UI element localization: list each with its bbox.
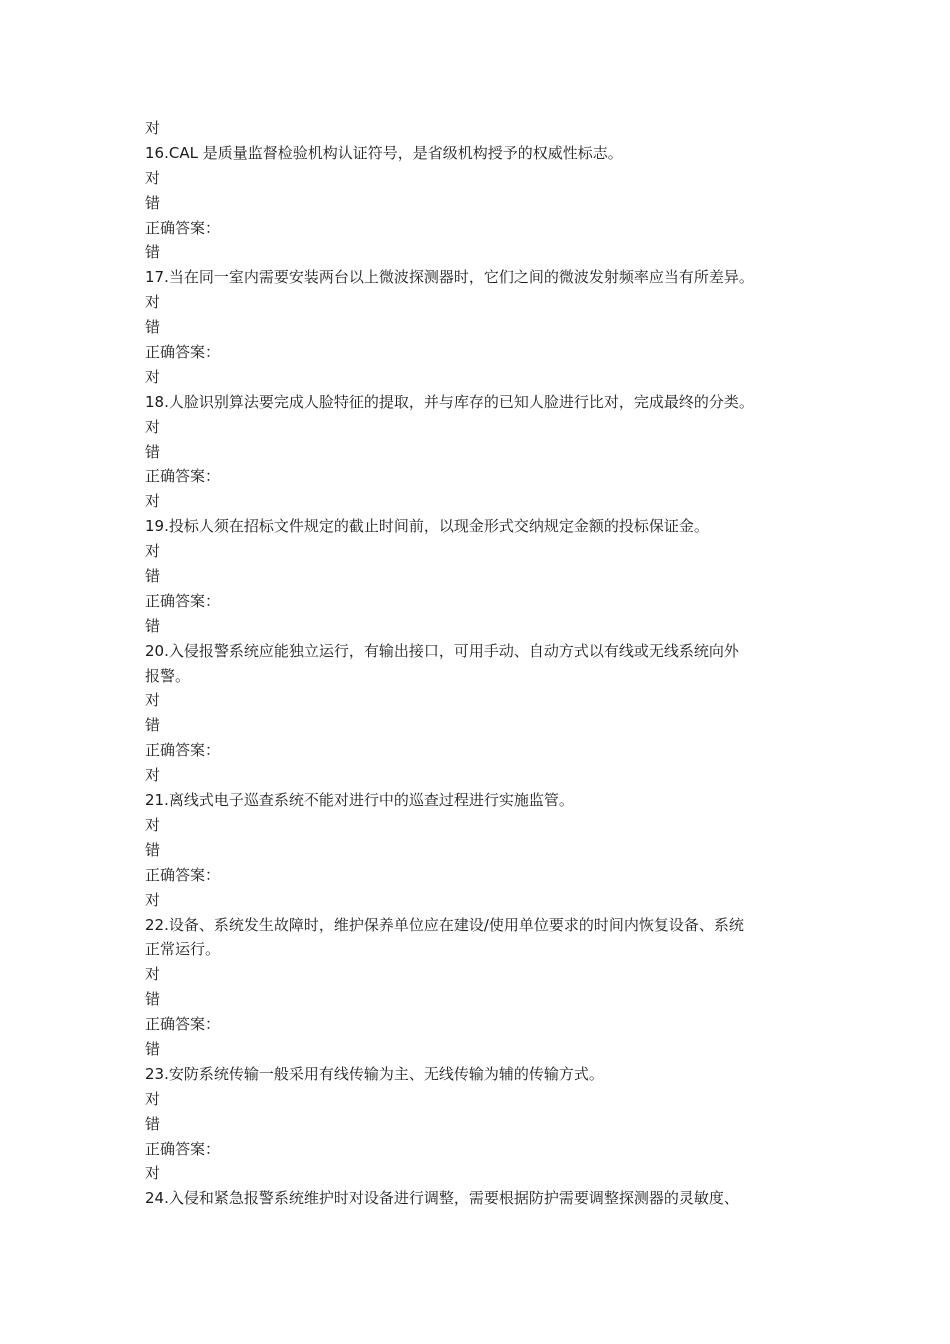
answer-label: 正确答案： [145,218,221,237]
option-true: 对 [145,417,161,436]
option-false: 错 [145,442,161,461]
answer-label: 正确答案： [145,1015,221,1034]
option-false: 错 [145,567,161,586]
question-18: 18.人脸识别算法要完成人脸特征的提取，并与库存的已知人脸进行比对，完成最终的分类。 [145,392,754,411]
answer-label: 正确答案： [145,591,221,610]
option-false: 错 [145,318,161,337]
option-true: 对 [145,293,161,312]
answer-value: 错 [145,616,161,635]
option-false: 错 [145,193,161,212]
answer-label: 正确答案： [145,741,221,760]
option-true: 对 [145,815,161,834]
option-true: 对 [145,542,161,561]
question-16: 16.CAL 是质量监督检验机构认证符号，是省级机构授予的权威性标志。 [145,143,623,162]
question-17: 17.当在同一室内需要安装两台以上微波探测器时，它们之间的微波发射频率应当有所差异。 [145,268,754,287]
option-true: 对 [145,1089,161,1108]
document-body [145,116,825,1211]
answer-label: 正确答案： [145,865,221,884]
answer-label: 正确答案： [145,1139,221,1158]
option-true: 对 [145,691,161,710]
option-false: 错 [145,716,161,735]
answer-value: 对 [145,890,161,909]
question-24: 24.入侵和紧急报警系统维护时对设备进行调整，需要根据防护需要调整探测器的灵敏度、 [145,1189,739,1208]
answer-value: 对 [145,492,161,511]
answer-value: 错 [145,1039,161,1058]
answer-line: 对 [145,119,161,137]
option-true: 对 [145,168,161,187]
question-22-continued: 正常运行。 [145,940,221,959]
question-22: 22.设备、系统发生故障时，维护保养单位应在建设/使用单位要求的时间内恢复设备、系统 [145,915,744,934]
question-20: 20.入侵报警系统应能独立运行，有输出接口，可用手动、自动方式以有线或无线系统向外 [145,641,739,660]
question-20-continued: 报警。 [145,666,191,685]
answer-value: 对 [145,1164,161,1183]
option-false: 错 [145,990,161,1009]
question-21: 21.离线式电子巡查系统不能对进行中的巡查过程进行实施监管。 [145,791,574,810]
option-false: 错 [145,840,161,859]
answer-label: 正确答案： [145,343,221,362]
answer-value: 对 [145,367,161,386]
answer-value: 错 [145,243,161,262]
question-19: 19.投标人须在招标文件规定的截止时间前，以现金形式交纳规定金额的投标保证金。 [145,517,709,536]
answer-value: 对 [145,766,161,785]
question-23: 23.安防系统传输一般采用有线传输为主、无线传输为辅的传输方式。 [145,1064,604,1083]
option-false: 错 [145,1114,161,1133]
answer-label: 正确答案： [145,467,221,486]
option-true: 对 [145,965,161,984]
